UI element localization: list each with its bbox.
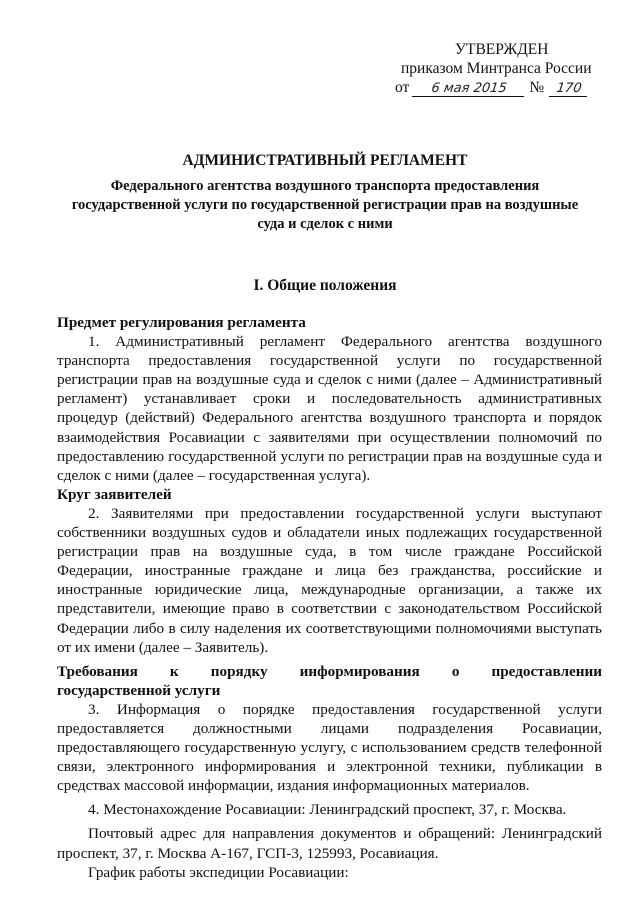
section-heading: I. Общие положения (253, 277, 397, 294)
handwritten-date: 6 мая 2015 (412, 81, 526, 97)
handwritten-number: 170 (549, 81, 589, 97)
approval-line-date-number (395, 78, 600, 97)
title-main: АДМИНИСТРАТИВНЫЙ РЕГЛАМЕНТ (182, 152, 468, 169)
title-line-2: государственной услуги по государственной регистрации прав на воздушные (71, 197, 579, 213)
document-title (55, 151, 595, 234)
subheading-subject: Предмет регулирования регламента (57, 314, 306, 331)
paragraph-1: 1. Административный регламент Федерального агентства воздушного транспорта предоставления государственной услуги по государственной регистрации прав на воздушные суда и сделок с ними (далее – Административный регламент) устанавливает сроки и последовательность административных процедур (действий) Федерального агентства воздушного транспорта и порядок взаимодействия Росавиации с заявителями при осуществлении полномочий по предоставлению государственной услуги по регистрации прав на воздушные суда и сделок с ними (далее – государственная услуга). (57, 333, 602, 484)
approval-stamp (395, 40, 600, 97)
paragraph-4: 4. Местонахождение Росавиации: Ленинградский проспект, 37, г. Москва. (88, 801, 567, 819)
document-body (57, 313, 602, 882)
paragraph-6: График работы экспедиции Росавиации: (88, 863, 349, 881)
paragraph-3: 3. Информация о порядке предоставления государственной услуги предоставляется должностными лицами подразделения Росавиации, предоставляющего государственную услугу, с использованием средств телефонной связи, электронного информирования и электронной техники, публикации в средствах массовой информации, издания информационных материалов. (57, 700, 602, 795)
title-line-3: суда и сделок с ними (257, 216, 393, 232)
subheading-requirements-1: Требования к порядку информирования о предоставлении (57, 662, 602, 680)
subheading-applicants: Круг заявителей (57, 485, 172, 503)
subheading-requirements-2: государственной услуги (57, 681, 221, 699)
date-prefix: от (395, 79, 410, 96)
paragraph-5: Почтовый адрес для направления документов и обращений: Ленинградский проспект, 37, г. Москва А-167, ГСП-3, 125993, Росавиация. (57, 825, 602, 862)
approval-line-approved: УТВЕРЖДЕН (455, 41, 549, 58)
title-line-1: Федерального агентства воздушного транспорта предоставления (110, 178, 540, 194)
number-prefix: № (529, 79, 545, 96)
approval-line-order: приказом Минтранса России (401, 60, 592, 77)
paragraph-2: 2. Заявителями при предоставлении государственной услуги выступают собственники воздушных судов и обладатели иных подлежащих государственной регистрации прав на воздушные суда, в том числе граждане Российской Федерации, иностранные граждане и лица без гражданства, российские и иностранные юридические лица, международные организации, а также их представители, имеющие право в соответствии с законодательством Российской Федерации либо в силу наделения их соответствующими полномочиями выступать от их имени (далее – Заявитель). (57, 504, 602, 656)
